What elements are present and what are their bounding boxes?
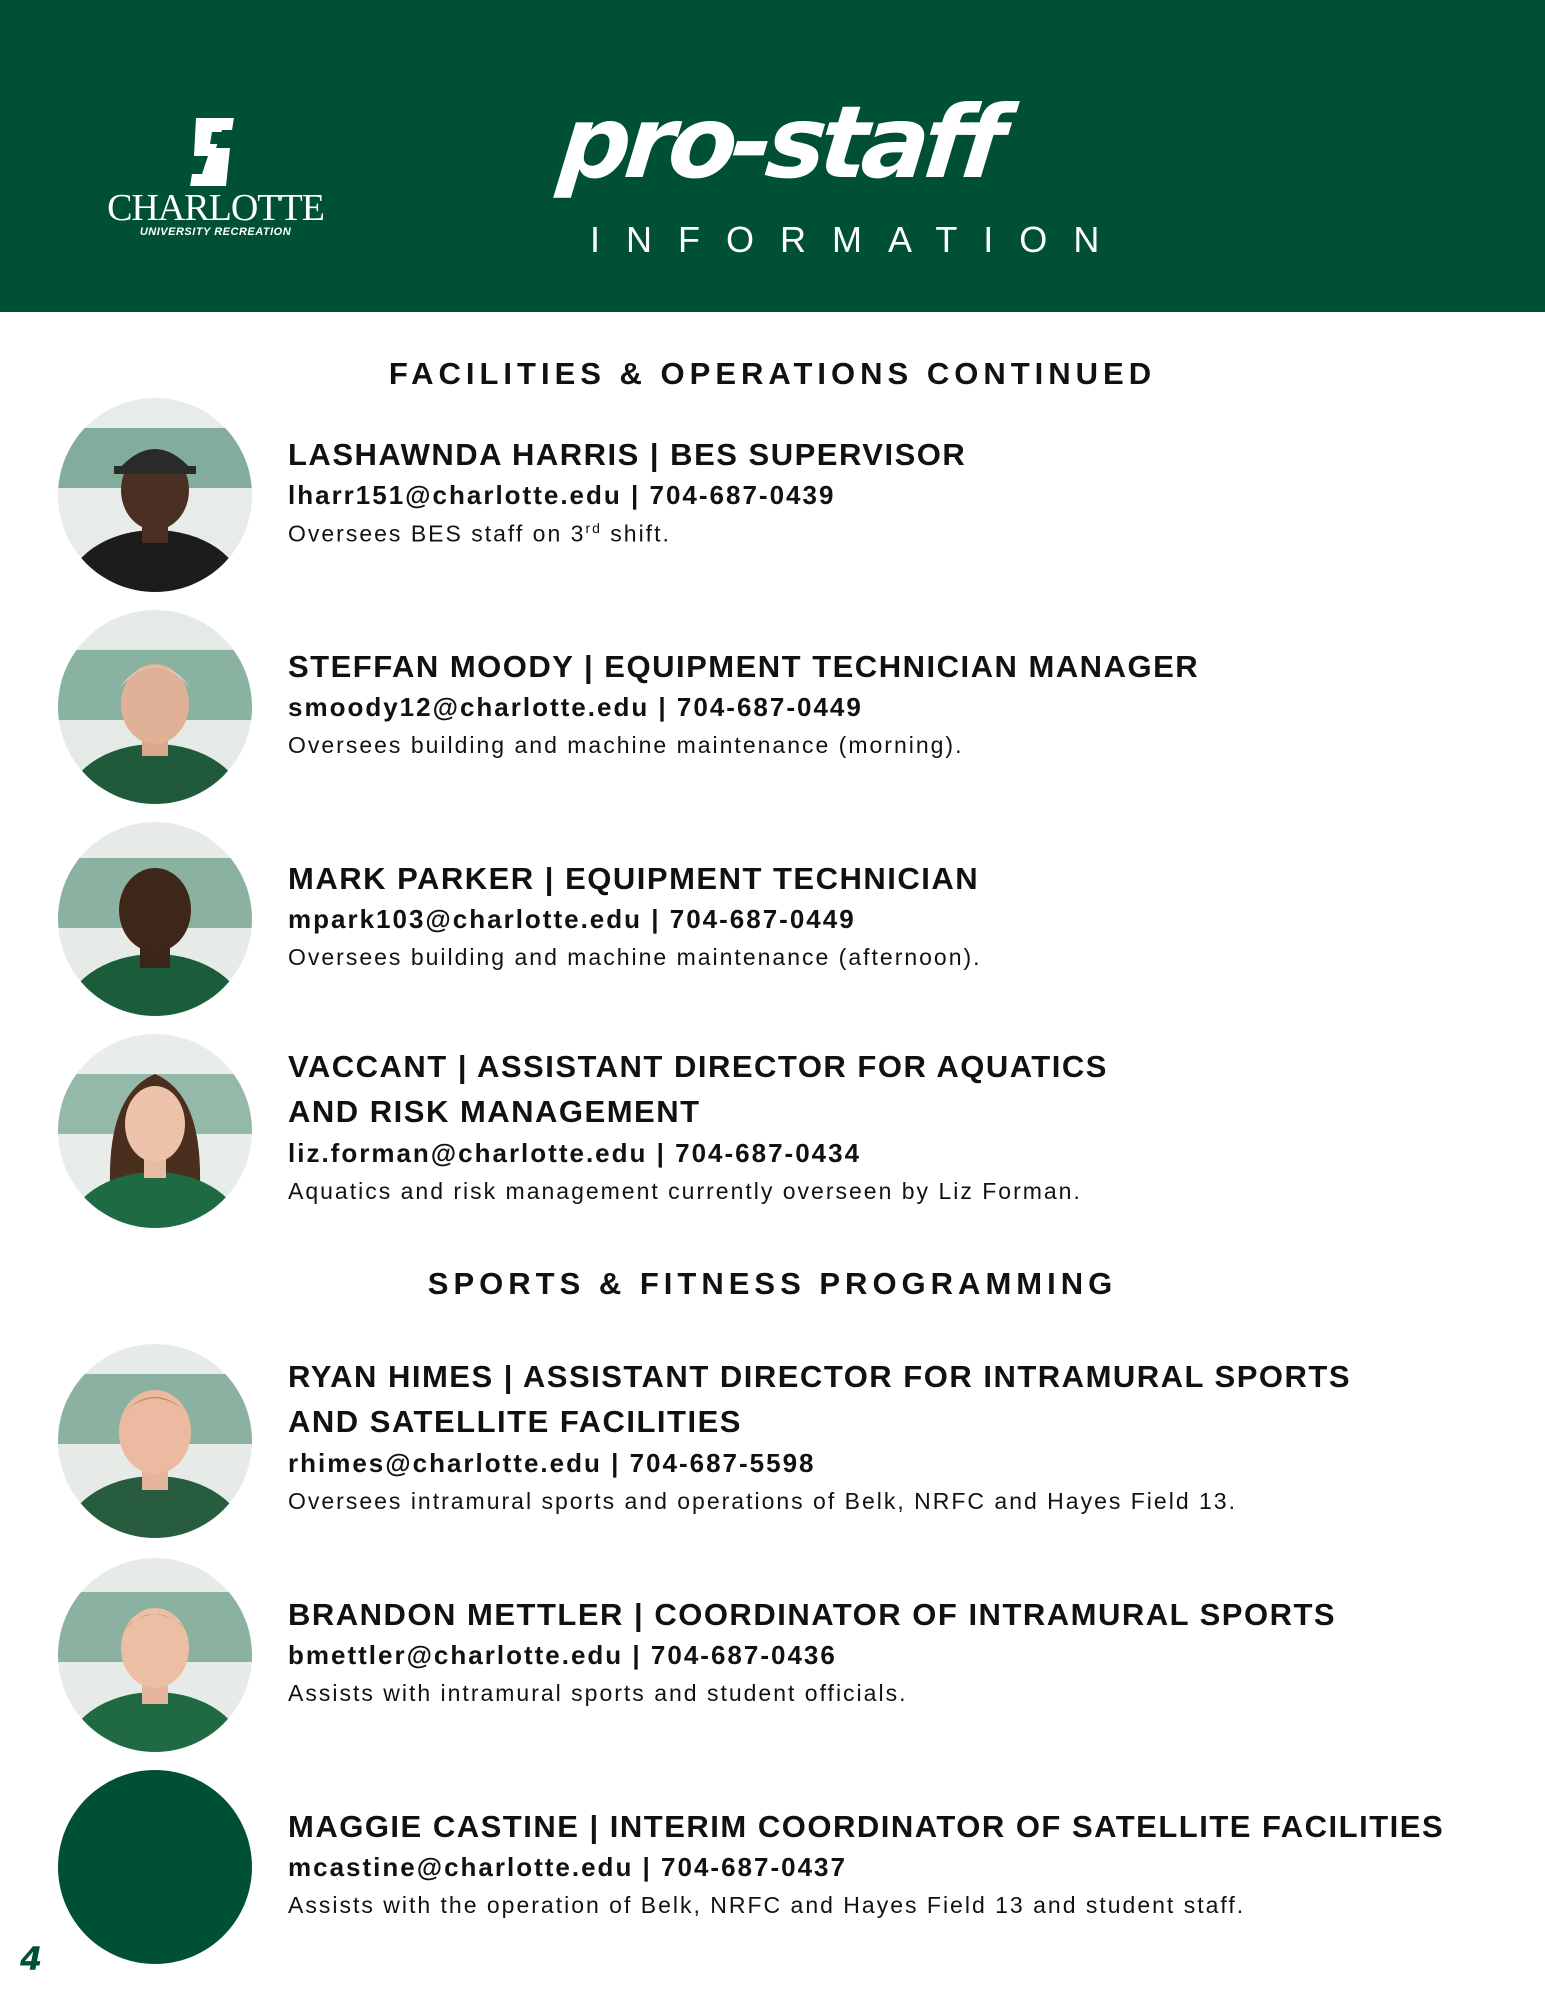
page-title: pro-staff (553, 84, 1006, 201)
staff-name: MARK PARKER | EQUIPMENT TECHNICIAN (288, 861, 980, 896)
staff-contact: smoody12@charlotte.edu | 704-687-0449 (288, 692, 863, 722)
page-number: 4 (20, 1940, 43, 1978)
staff-name: MAGGIE CASTINE | INTERIM COORDINATOR OF SATELLITE FACILITIES (288, 1809, 1445, 1844)
section-heading-sports-fitness: SPORTS & FITNESS PROGRAMMING (427, 1266, 1118, 1301)
staff-name: VACCANT | ASSISTANT DIRECTOR FOR AQUATICS (288, 1049, 1108, 1084)
staff-description-text: Oversees BES staff on 3 (288, 520, 586, 547)
staff-description: Assists with the operation of Belk, NRFC and Hayes Field 13 and student staff. (288, 1892, 1246, 1918)
charlotte-c-icon (186, 118, 244, 186)
staff-contact: lharr151@charlotte.edu | 704-687-0439 (288, 480, 836, 510)
staff-photo (58, 398, 252, 592)
staff-description: Aquatics and risk management currently overseen by Liz Forman. (288, 1178, 1082, 1204)
staff-name: STEFFAN MOODY | EQUIPMENT TECHNICIAN MANAGER (288, 649, 1200, 684)
superscript: rd (585, 520, 602, 536)
logo-wordmark: CHARLOTTE (107, 187, 324, 229)
staff-contact: mcastine@charlotte.edu | 704-687-0437 (288, 1852, 847, 1882)
staff-description: Oversees building and machine maintenance (morning). (288, 732, 964, 758)
staff-contact: bmettler@charlotte.edu | 704-687-0436 (288, 1640, 837, 1670)
staff-name: BRANDON METTLER | COORDINATOR OF INTRAMURAL SPORTS (288, 1597, 1337, 1632)
staff-photo-placeholder (58, 1770, 252, 1964)
staff-description-tail: shift. (601, 520, 671, 547)
staff-photo (58, 610, 252, 804)
staff-contact: rhimes@charlotte.edu | 704-687-5598 (288, 1448, 816, 1478)
staff-photo (58, 1034, 252, 1228)
staff-name-continued: AND SATELLITE FACILITIES (288, 1404, 742, 1439)
staff-description: Oversees intramural sports and operations of Belk, NRFC and Hayes Field 13. (288, 1488, 1237, 1514)
staff-name: RYAN HIMES | ASSISTANT DIRECTOR FOR INTRAMURAL SPORTS (288, 1359, 1352, 1394)
staff-name: LASHAWNDA HARRIS | BES SUPERVISOR (288, 437, 967, 472)
staff-name-continued: AND RISK MANAGEMENT (288, 1094, 701, 1129)
logo-subtitle: UNIVERSITY RECREATION (139, 226, 292, 238)
section-heading-facilities: FACILITIES & OPERATIONS CONTINUED (388, 356, 1157, 391)
staff-description: Oversees building and machine maintenance (afternoon). (288, 944, 982, 970)
page-subtitle: INFORMATION (590, 219, 1126, 260)
staff-photo (58, 1558, 252, 1752)
staff-description: Assists with intramural sports and student officials. (288, 1680, 908, 1706)
staff-contact: mpark103@charlotte.edu | 704-687-0449 (288, 904, 856, 934)
charlotte-logo (98, 118, 333, 243)
staff-photo (58, 1344, 252, 1538)
staff-photo (58, 822, 252, 1016)
page-header (0, 0, 1545, 312)
staff-contact: liz.forman@charlotte.edu | 704-687-0434 (288, 1138, 862, 1168)
staff-description (288, 520, 671, 548)
